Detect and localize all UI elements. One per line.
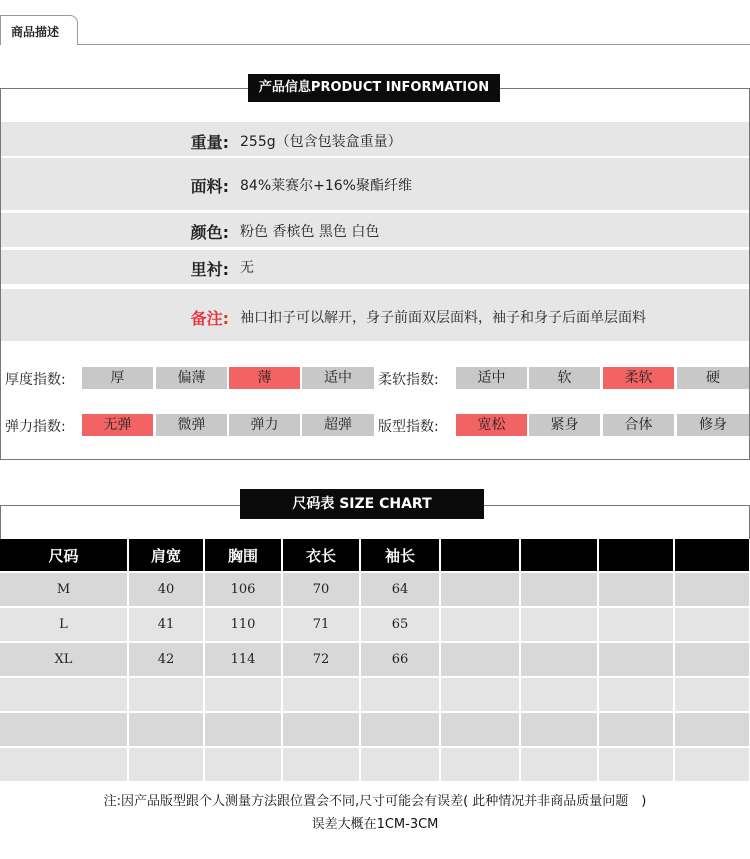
table-cell [598, 607, 674, 642]
softness-option-soft: 软 [529, 367, 600, 389]
table-cell [128, 677, 204, 712]
table-cell [598, 747, 674, 781]
table-cell [440, 572, 520, 607]
info-row-remark [1, 289, 749, 341]
remark-value: 袖口扣子可以解开，身子前面双层面料，袖子和身子后面单层面料 [240, 310, 646, 326]
thickness-option-thick: 厚 [82, 367, 153, 389]
table-cell [440, 747, 520, 781]
table-cell [598, 572, 674, 607]
table-cell: 72 [282, 642, 360, 677]
table-cell [598, 712, 674, 747]
table-cell: 64 [360, 572, 440, 607]
table-cell [520, 642, 598, 677]
color-value: 粉色 香槟色 黑色 白色 [240, 224, 380, 240]
table-cell: XL [0, 642, 128, 677]
table-cell: 106 [204, 572, 282, 607]
table-cell [674, 747, 750, 781]
elasticity-option-super: 超弹 [302, 414, 374, 436]
thickness-option-thinnish: 偏薄 [156, 367, 227, 389]
table-cell [204, 747, 282, 781]
softness-option-medium: 适中 [456, 367, 527, 389]
lining-value: 无 [240, 260, 254, 276]
table-cell [520, 572, 598, 607]
thickness-option-thin: 薄 [229, 367, 300, 389]
fit-label: 版型指数: [378, 419, 439, 435]
elasticity-option-slight: 微弹 [156, 414, 227, 436]
rating-row-1 [0, 367, 750, 391]
table-cell [204, 677, 282, 712]
header-sleeve: 袖长 [360, 539, 440, 572]
table-cell: L [0, 607, 128, 642]
table-cell [440, 712, 520, 747]
tab-divider [78, 44, 750, 45]
elasticity-option-elastic: 弹力 [229, 414, 300, 436]
size-table-header [0, 539, 750, 572]
error-range-note: 误差大概在1CM-3CM [311, 817, 439, 832]
table-cell: 40 [128, 572, 204, 607]
table-cell [598, 677, 674, 712]
table-cell [360, 677, 440, 712]
header-empty [598, 539, 674, 572]
table-cell [0, 712, 128, 747]
size-chart-banner: 尺码表 SIZE CHART [240, 489, 484, 519]
table-cell: 41 [128, 607, 204, 642]
table-row [0, 572, 750, 607]
softness-label: 柔软指数: [378, 372, 439, 388]
table-cell: 114 [204, 642, 282, 677]
table-cell: 65 [360, 607, 440, 642]
table-cell [520, 747, 598, 781]
lining-label: 里衬: [190, 260, 229, 279]
tab-product-description[interactable]: 商品描述 [0, 15, 78, 45]
softness-option-hard: 硬 [677, 367, 749, 389]
table-cell [360, 712, 440, 747]
table-cell [128, 712, 204, 747]
table-cell [674, 572, 750, 607]
header-shoulder: 肩宽 [128, 539, 204, 572]
info-row-lining [1, 250, 749, 284]
header-empty [440, 539, 520, 572]
weight-value: 255g（包含包装盒重量） [240, 134, 402, 150]
table-cell [520, 712, 598, 747]
table-cell: 42 [128, 642, 204, 677]
table-cell [520, 677, 598, 712]
table-cell [440, 607, 520, 642]
table-cell [360, 747, 440, 781]
color-label: 颜色: [190, 223, 229, 242]
fit-option-slim: 修身 [677, 414, 749, 436]
info-row-color [1, 213, 749, 247]
table-cell [674, 677, 750, 712]
table-cell [440, 677, 520, 712]
rating-row-2 [0, 414, 750, 438]
table-cell [674, 607, 750, 642]
table-cell [674, 712, 750, 747]
table-cell [0, 677, 128, 712]
header-size: 尺码 [0, 539, 128, 572]
table-row [0, 677, 750, 712]
table-cell: M [0, 572, 128, 607]
table-row [0, 607, 750, 642]
weight-label: 重量: [190, 133, 229, 152]
table-cell [440, 642, 520, 677]
fabric-value: 84%莱赛尔+16%聚酯纤维 [240, 178, 412, 194]
thickness-label: 厚度指数: [5, 372, 66, 388]
fit-option-fitted: 合体 [603, 414, 674, 436]
remark-label: 备注: [190, 309, 229, 328]
table-cell: 110 [204, 607, 282, 642]
size-table [0, 539, 750, 781]
info-row-weight [1, 122, 749, 156]
thickness-option-medium: 适中 [302, 367, 374, 389]
header-empty [520, 539, 598, 572]
elasticity-label: 弹力指数: [5, 419, 66, 435]
measurement-note: 注:因产品版型跟个人测量方法跟位置会不同,尺寸可能会有误差( 此种情况并非商品质量问题 ) [103, 794, 647, 809]
table-row [0, 712, 750, 747]
table-cell [282, 677, 360, 712]
table-cell [282, 712, 360, 747]
table-cell: 71 [282, 607, 360, 642]
header-length: 衣长 [282, 539, 360, 572]
fabric-label: 面料: [190, 177, 229, 196]
table-cell [674, 642, 750, 677]
softness-option-very-soft: 柔软 [603, 367, 674, 389]
table-cell [128, 747, 204, 781]
table-cell: 66 [360, 642, 440, 677]
table-cell [0, 747, 128, 781]
elasticity-option-none: 无弹 [82, 414, 153, 436]
table-cell [520, 607, 598, 642]
table-row [0, 642, 750, 677]
fit-option-tight: 紧身 [529, 414, 600, 436]
table-cell: 70 [282, 572, 360, 607]
info-row-fabric [1, 158, 749, 210]
product-info-banner: 产品信息PRODUCT INFORMATION [248, 74, 500, 102]
fit-option-loose: 宽松 [456, 414, 527, 436]
table-cell [598, 642, 674, 677]
table-row [0, 747, 750, 781]
table-cell [282, 747, 360, 781]
table-cell [204, 712, 282, 747]
header-bust: 胸围 [204, 539, 282, 572]
header-empty [674, 539, 750, 572]
